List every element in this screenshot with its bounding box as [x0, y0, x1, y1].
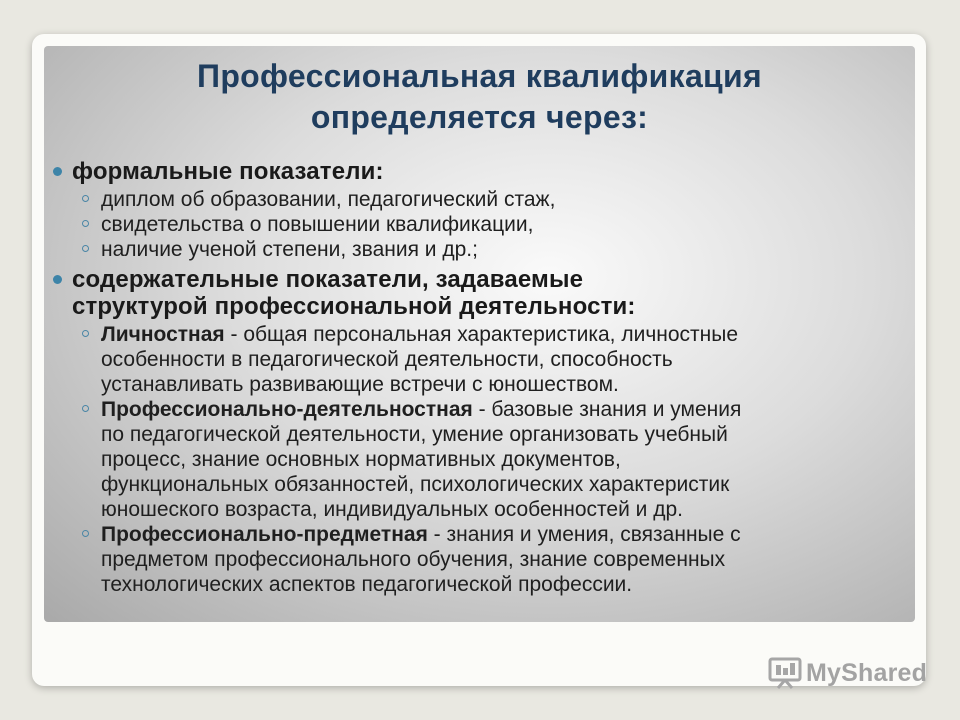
- sub-bullet-degree: [44, 237, 915, 262]
- watermark-text: MyShared: [806, 658, 928, 687]
- myshared-watermark: [768, 656, 927, 690]
- sub-bullet-text: - базовые знания и умения: [472, 398, 742, 421]
- term-professional-subject: Профессионально-предметная: [101, 523, 428, 546]
- sub-bullet-text: наличие ученой степени, звания и др.;: [101, 238, 478, 261]
- sub-bullet-text: юношеского возраста, индивидуальных особенностей и др.: [101, 498, 683, 521]
- bullet-dot-icon: [53, 167, 62, 176]
- title-line-2: определяется через:: [310, 99, 649, 135]
- sub-bullet-circle-icon: [82, 220, 89, 227]
- sub-bullet-circle-icon: [82, 195, 89, 202]
- term-personal: Личностная: [101, 323, 225, 346]
- sub-bullet-professional-activity: [44, 397, 915, 522]
- sub-bullet-professional-subject: [44, 522, 915, 597]
- slide-title: [44, 56, 915, 138]
- sub-bullet-text: технологических аспектов педагогической профессии.: [101, 573, 633, 596]
- term-professional-activity: Профессионально-деятельностная: [101, 398, 473, 421]
- sub-bullet-text: свидетельства о повышении квалификации,: [101, 213, 534, 236]
- sub-bullet-circle-icon: [82, 245, 89, 252]
- sub-bullet-text: - общая персональная характеристика, личностные: [224, 323, 739, 346]
- bullet-content-indicators: [44, 266, 915, 320]
- formal-indicators-heading: формальные показатели:: [72, 158, 384, 185]
- slide-content: [44, 158, 915, 597]
- sub-bullet-personal: [44, 322, 915, 397]
- sub-bullet-text: по педагогической деятельности, умение организовать учебный: [101, 423, 728, 446]
- sub-bullet-text: устанавливать развивающие встречи с юношеством.: [101, 373, 619, 396]
- sub-bullet-text: диплом об образовании, педагогический стаж,: [101, 188, 556, 211]
- sub-bullet-text: предметом профессионального обучения, знание современных: [101, 548, 726, 571]
- sub-bullet-circle-icon: [82, 530, 89, 537]
- projector-screen-icon: [768, 657, 802, 689]
- sub-bullet-text: функциональных обязанностей, психологических характеристик: [101, 473, 730, 496]
- bullet-dot-icon: [53, 275, 62, 284]
- sub-bullet-circle-icon: [82, 330, 89, 337]
- sub-bullet-text: особенности в педагогической деятельности, способность: [101, 348, 673, 371]
- sub-bullet-text: - знания и умения, связанные с: [427, 523, 741, 546]
- sub-bullet-text: процесс, знание основных нормативных документов,: [101, 448, 621, 471]
- bullet-formal-indicators: [44, 158, 915, 185]
- sub-bullet-circle-icon: [82, 405, 89, 412]
- content-indicators-heading-line-2: структурой профессиональной деятельности:: [72, 293, 636, 320]
- sub-bullet-certificates: [44, 212, 915, 237]
- sub-bullet-diploma: [44, 187, 915, 212]
- title-line-1: Профессиональная квалификация: [197, 58, 762, 94]
- slide: [44, 46, 915, 622]
- content-indicators-heading-line-1: содержательные показатели, задаваемые: [72, 266, 584, 293]
